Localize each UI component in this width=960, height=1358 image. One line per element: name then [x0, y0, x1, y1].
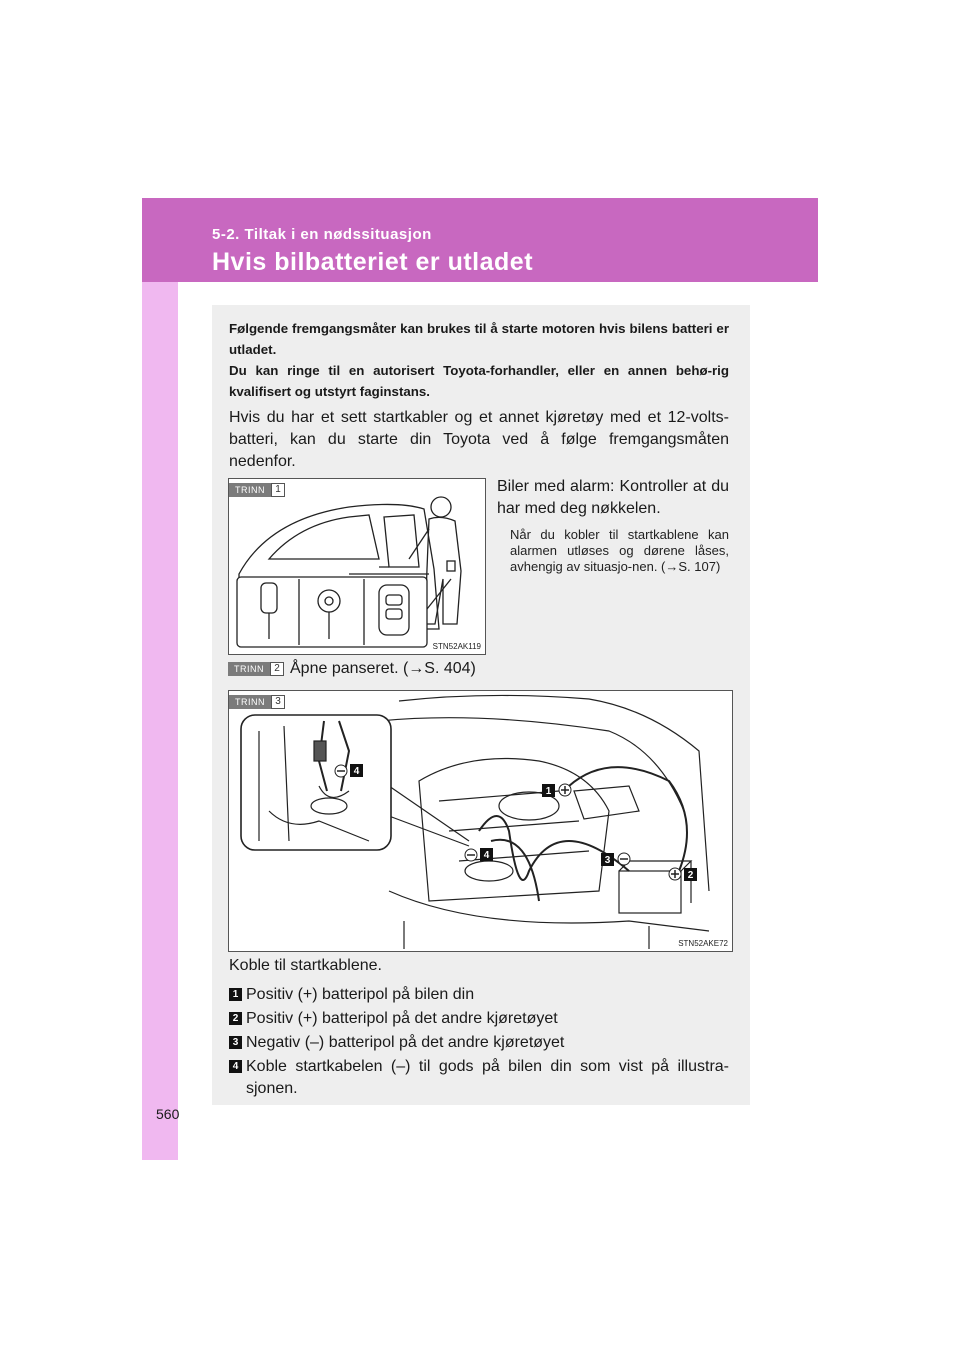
step2-tag	[228, 662, 284, 676]
intro-line-2: Du kan ringe til en autorisert Toyota-forhandler, eller en annen behø-rig kvalifisert og utstyrt faginstans.	[229, 363, 729, 399]
section-title: 5-2. Tiltak i en nødssituasjon	[212, 226, 432, 243]
list-item	[229, 1056, 729, 1100]
item-text: Koble startkabelen (–) til gods på bilen din som vist på illustra-sjonen.	[246, 1058, 729, 1097]
body-paragraph: Hvis du har et sett startkabler og et annet kjøretøy med et 12-volts-batteri, kan du starte din Toyota ved å følge fremgangsmåten nedenfor.	[229, 409, 729, 470]
figure-code: STN52AK119	[432, 642, 481, 651]
list-item	[229, 1008, 729, 1030]
item-number-badge: 4	[229, 1060, 242, 1073]
item-text: Negativ (–) batteripol på det andre kjøretøyet	[246, 1034, 565, 1051]
callout-four-inset: 4	[353, 766, 360, 777]
step-label: TRINN	[229, 483, 271, 497]
step1-figure	[228, 478, 486, 655]
page-title: Hvis bilbatteriet er utladet	[212, 248, 534, 276]
callout-three: 3	[604, 855, 611, 866]
car-with-person-illustration	[229, 479, 485, 654]
callout-two: 2	[687, 870, 694, 881]
list-item	[229, 1032, 729, 1054]
engine-bay-jumper-illustration	[229, 691, 732, 951]
connection-list	[229, 984, 729, 1102]
step-label: TRINN	[228, 662, 270, 676]
step-number: 2	[270, 662, 284, 676]
step3-figure	[228, 690, 733, 952]
page-sidebar-band	[142, 198, 178, 1160]
item-number-badge: 3	[229, 1036, 242, 1049]
list-item	[229, 984, 729, 1006]
step-number: 1	[271, 483, 285, 497]
item-number-badge: 2	[229, 1012, 242, 1025]
intro-line-1: Følgende fremgangsmåter kan brukes til å starte motoren hvis bilens batteri er utladet.	[229, 321, 729, 357]
step3-intro: Koble til startkablene.	[229, 957, 382, 974]
callout-one: 1	[545, 786, 552, 797]
intro-text	[229, 318, 729, 402]
step2-row	[228, 660, 476, 678]
page-number: 560	[156, 1106, 180, 1122]
callout-four: 4	[483, 850, 490, 861]
step1-text: Biler med alarm: Kontroller at du har med deg nøkkelen.	[497, 478, 729, 517]
item-number-badge: 1	[229, 988, 242, 1001]
step-label: TRINN	[229, 695, 271, 709]
figure-code: STN52AKE72	[678, 939, 728, 948]
step-number: 3	[271, 695, 285, 709]
step2-text: Åpne panseret. (→S. 404)	[290, 660, 476, 677]
item-text: Positiv (+) batteripol på det andre kjøretøyet	[246, 1010, 558, 1027]
item-text: Positiv (+) batteripol på bilen din	[246, 986, 475, 1003]
step1-note: Når du kobler til startkablene kan alarmen utløses og dørene låses, avhengig av situasjo-nen. (→S. 107)	[510, 527, 729, 574]
